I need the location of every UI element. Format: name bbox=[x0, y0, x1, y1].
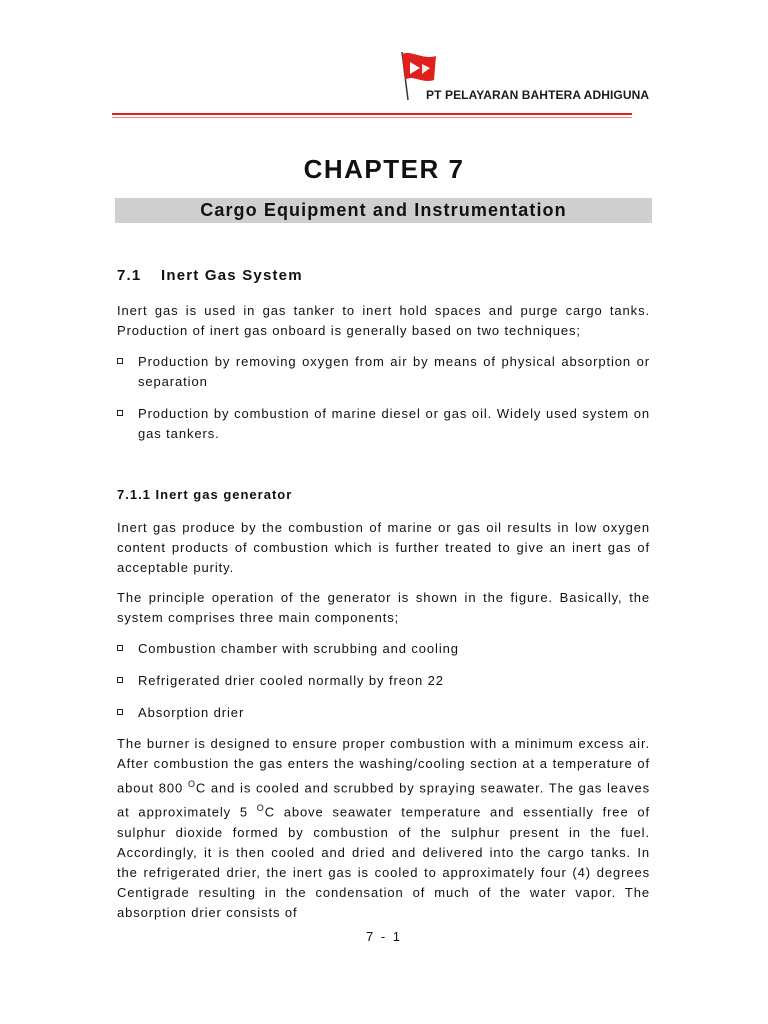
degree-superscript: O bbox=[187, 779, 196, 789]
list-item bbox=[117, 352, 650, 392]
list-item bbox=[117, 404, 650, 444]
header-rule bbox=[112, 113, 632, 115]
paragraph-2: The principle operation of the generator is shown in the figure. Basically, the system comprises three main components; bbox=[117, 590, 650, 625]
list-item-text: Combustion chamber with scrubbing and cooling bbox=[138, 641, 459, 656]
subsection-heading-7-1-1: 7.1.1 Inert gas generator bbox=[117, 487, 293, 502]
paragraph-1: Inert gas produce by the combustion of marine or gas oil results in low oxygen content products of combustion which is further treated to give an inert gas of acceptable purity. bbox=[117, 520, 650, 575]
chapter-subtitle-bar bbox=[115, 198, 652, 223]
section-heading-7-1 bbox=[117, 267, 303, 284]
checkbox-bullet-icon bbox=[117, 677, 123, 683]
list-item-text: Refrigerated drier cooled normally by freon 22 bbox=[138, 673, 444, 688]
section-title: Inert Gas System bbox=[161, 267, 303, 284]
list-item-text: Production by combustion of marine diesel or gas oil. Widely used system on gas tankers. bbox=[138, 406, 650, 441]
paragraph-3-part-a: The burner is designed to ensure proper combustion with a minimum excess air. After combustion the gas enters the washing/cooling section at a temperature of about 800 bbox=[117, 736, 650, 796]
list-item-text: Absorption drier bbox=[138, 705, 245, 720]
chapter-subtitle: Cargo Equipment and Instrumentation bbox=[200, 200, 567, 220]
company-logo bbox=[396, 50, 650, 106]
checkbox-bullet-icon bbox=[117, 358, 123, 364]
checkbox-bullet-icon bbox=[117, 645, 123, 651]
page-number: 7 - 1 bbox=[365, 929, 402, 944]
company-name: PT PELAYARAN BAHTERA ADHIGUNA bbox=[426, 88, 650, 102]
paragraph-3-part-c: C above seawater temperature and essentially free of sulphur dioxide formed by combustion of the sulphur present in the fuel. Accordingly, it is then cooled and dried and delivered into the cargo tanks. In the refrigerated drier, the inert gas is cooled to approximately four (4) degrees Centigrade resulting in the condensation of much of the water vapor. The absorption drier consists of bbox=[117, 804, 651, 920]
checkbox-bullet-icon bbox=[117, 410, 123, 416]
list-item-text: Production by removing oxygen from air by means of physical absorption or separation bbox=[138, 354, 650, 389]
section-intro-paragraph: Inert gas is used in gas tanker to inert hold spaces and purge cargo tanks. Production of inert gas onboard is generally based on two techniques; bbox=[117, 303, 650, 338]
chapter-title: CHAPTER 7 bbox=[303, 154, 465, 184]
section-number: 7.1 bbox=[117, 267, 142, 284]
list-item bbox=[117, 639, 650, 659]
degree-superscript: O bbox=[256, 803, 265, 814]
paragraph-3 bbox=[117, 734, 650, 923]
list-item bbox=[117, 703, 650, 723]
paragraph-3-part-b: C and is cooled and scrubbed by spraying seawater. The gas leaves at approximately 5 bbox=[117, 780, 650, 820]
checkbox-bullet-icon bbox=[117, 709, 123, 715]
header-rule-thin bbox=[112, 117, 632, 118]
list-item bbox=[117, 671, 650, 691]
